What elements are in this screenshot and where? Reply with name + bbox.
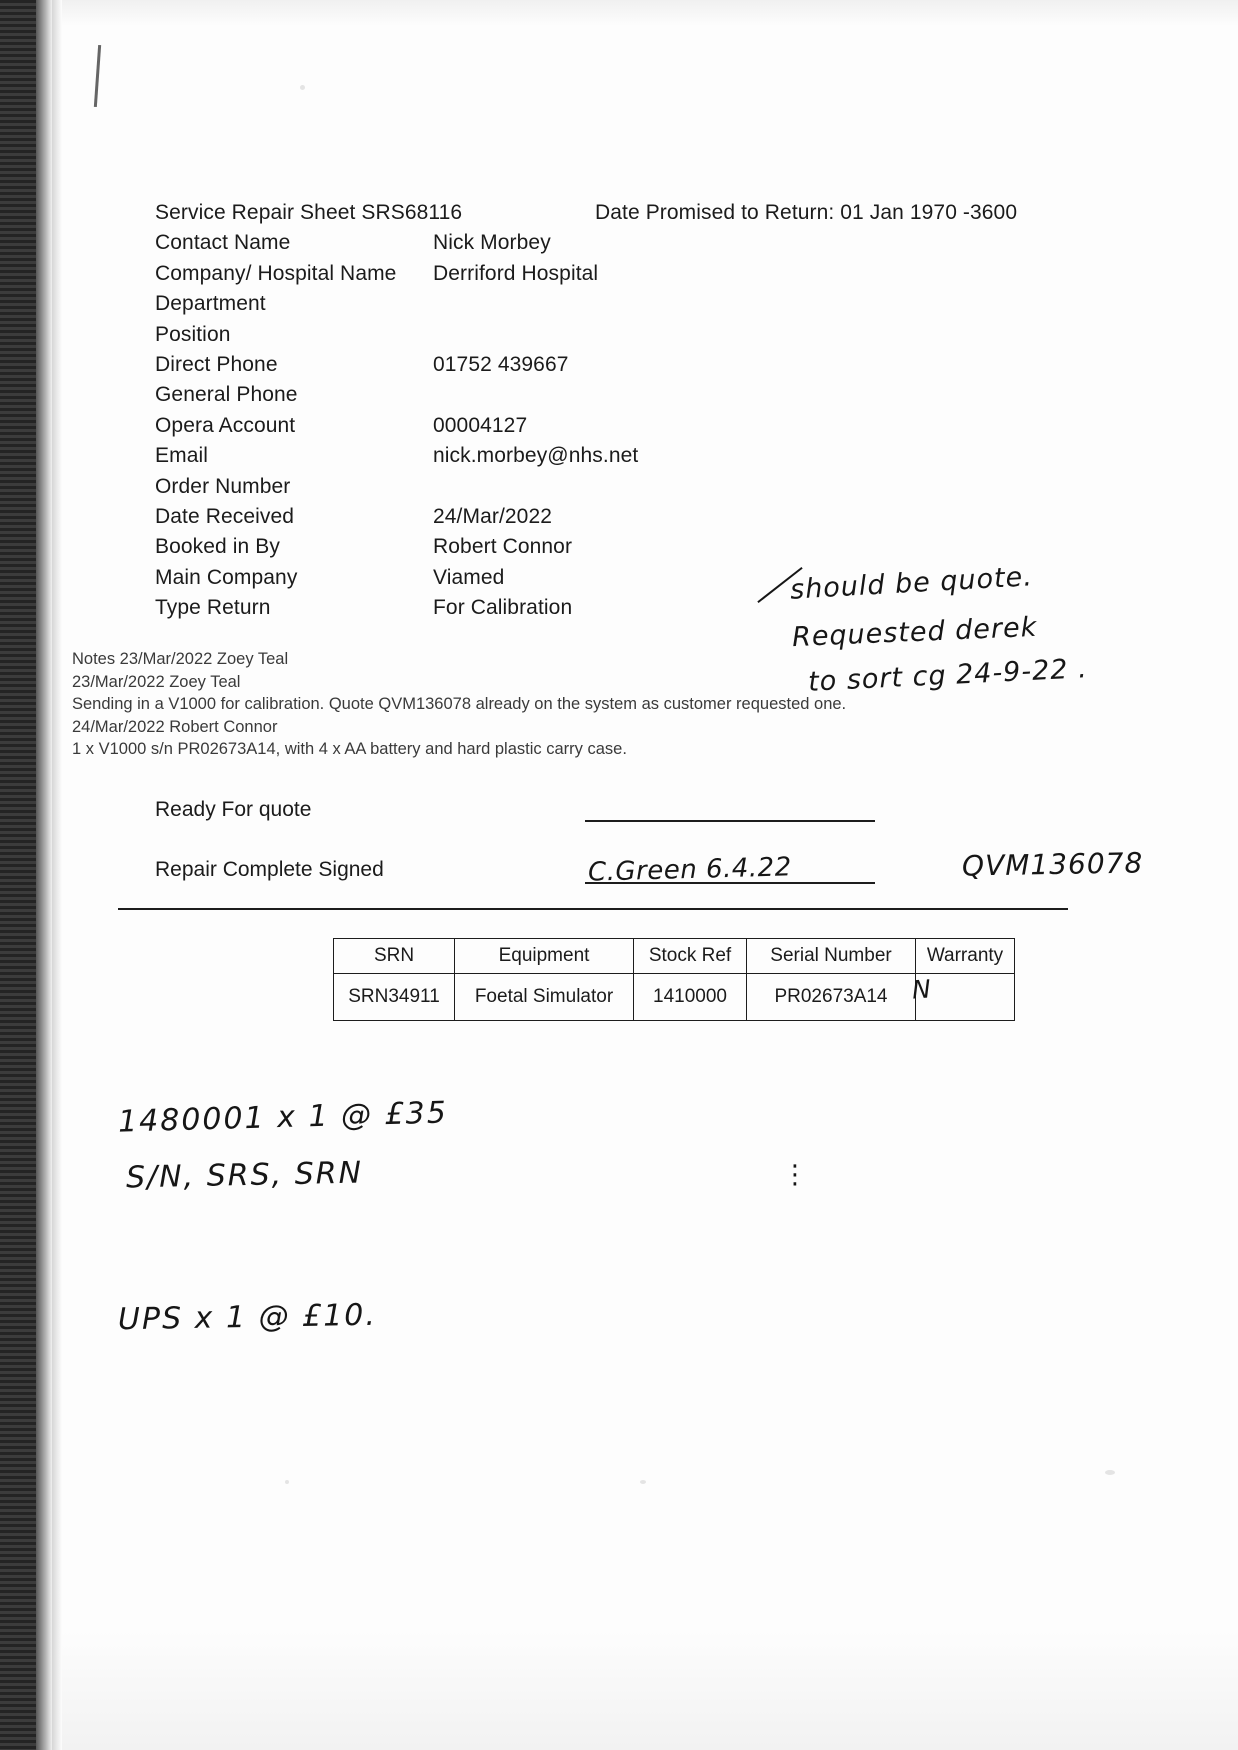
notes-line: Notes 23/Mar/2022 Zoey Teal (72, 650, 289, 668)
repair-complete-signed-label: Repair Complete Signed (155, 858, 384, 881)
field-row-direct-phone (155, 350, 1115, 380)
field-value: 24/Mar/2022 (433, 504, 553, 528)
field-label: Order Number (155, 474, 291, 498)
field-value: 01752 439667 (433, 352, 569, 376)
cell-serial-number: PR02673A14 (747, 974, 916, 1021)
handwritten-bottom-line-2: S/N, SRS, SRN (125, 1155, 364, 1196)
cell-srn: SRN34911 (334, 974, 455, 1021)
field-value: Viamed (433, 565, 505, 589)
field-label: Position (155, 322, 231, 346)
scan-speck (640, 1480, 646, 1484)
field-value: For Calibration (433, 596, 573, 620)
field-label: Main Company (155, 565, 298, 589)
field-label: Booked in By (155, 535, 280, 559)
handwritten-quote-reference: QVM136078 (961, 846, 1144, 883)
field-label: General Phone (155, 383, 298, 407)
field-row-contact-name (155, 228, 1115, 258)
scan-speck (285, 1480, 289, 1484)
handwritten-bottom-line-1: 1480001 x 1 @ £35 (117, 1095, 449, 1140)
field-row-company-hospital-name (155, 259, 1115, 289)
field-row-position (155, 320, 1115, 350)
field-value: 00004127 (433, 413, 528, 437)
field-row-order-number (155, 472, 1115, 502)
field-value: Derriford Hospital (433, 261, 599, 285)
ready-for-quote-signature-line (585, 820, 875, 822)
column-header-serial-number: Serial Number (747, 939, 916, 974)
column-header-equipment: Equipment (455, 939, 634, 974)
handwritten-note-line-3: to sort cg 24-9-22 . (807, 653, 1089, 698)
field-row-booked-in-by (155, 532, 1115, 562)
scan-speck (1105, 1470, 1115, 1475)
field-value: Robert Connor (433, 535, 573, 559)
field-row-opera-account (155, 411, 1115, 441)
header-field-list (155, 198, 1115, 623)
field-label: Type Return (155, 596, 271, 620)
handwritten-bottom-dots: ⋮ (782, 1160, 808, 1190)
notes-block (72, 648, 1092, 761)
field-value: Date Promised to Return: 01 Jan 1970 -3600 (595, 201, 1018, 224)
field-label: Opera Account (155, 413, 296, 437)
cell-equipment: Foetal Simulator (455, 974, 634, 1021)
field-label: Company/ Hospital Name (155, 261, 397, 285)
scanner-edge-band (0, 0, 36, 1750)
field-row-department (155, 289, 1115, 319)
notes-line: 1 x V1000 s/n PR02673A14, with 4 x AA battery and hard plastic carry case. (72, 740, 627, 758)
column-header-stock-ref: Stock Ref (634, 939, 747, 974)
handwritten-signature: C.Green 6.4.22 (587, 852, 793, 888)
field-label: Department (155, 292, 266, 316)
scan-speck (300, 85, 305, 90)
page-bottom-shadow (62, 1630, 1238, 1750)
cell-stock-ref: 1410000 (634, 974, 747, 1021)
pen-stroke-mark (94, 45, 101, 107)
field-label: Service Repair Sheet SRS68116 (155, 201, 463, 224)
handwritten-note-line-1: should be quote. (789, 561, 1034, 606)
field-row-email (155, 441, 1115, 471)
field-label: Date Received (155, 504, 295, 528)
field-row-service-repair-sheet (155, 198, 1115, 228)
field-label: Email (155, 444, 209, 468)
field-row-general-phone (155, 380, 1115, 410)
field-label: Contact Name (155, 231, 291, 255)
notes-line: 23/Mar/2022 Zoey Teal (72, 672, 241, 691)
column-header-warranty: Warranty (916, 939, 1015, 974)
field-label: Direct Phone (155, 352, 278, 376)
handwritten-warranty-mark: N (911, 974, 932, 1005)
handwritten-note-line-2: Requested derek (791, 611, 1038, 654)
notes-line: 24/Mar/2022 Robert Connor (72, 717, 278, 736)
column-header-srn: SRN (334, 939, 455, 974)
table-header-row (334, 939, 1015, 974)
scanner-edge-fade (52, 0, 62, 1750)
handwritten-bottom-line-3: UPS x 1 @ £10. (117, 1297, 378, 1338)
page-top-shadow (62, 0, 1238, 26)
scanner-edge-gradient (36, 0, 52, 1750)
notes-line: Sending in a V1000 for calibration. Quote QVM136078 already on the system as customer requested one. (72, 695, 847, 713)
horizontal-divider (118, 908, 1068, 910)
field-value: Nick Morbey (433, 231, 551, 255)
field-row-date-received (155, 502, 1115, 532)
field-value: nick.morbey@nhs.net (433, 444, 639, 468)
ready-for-quote-label: Ready For quote (155, 798, 312, 821)
